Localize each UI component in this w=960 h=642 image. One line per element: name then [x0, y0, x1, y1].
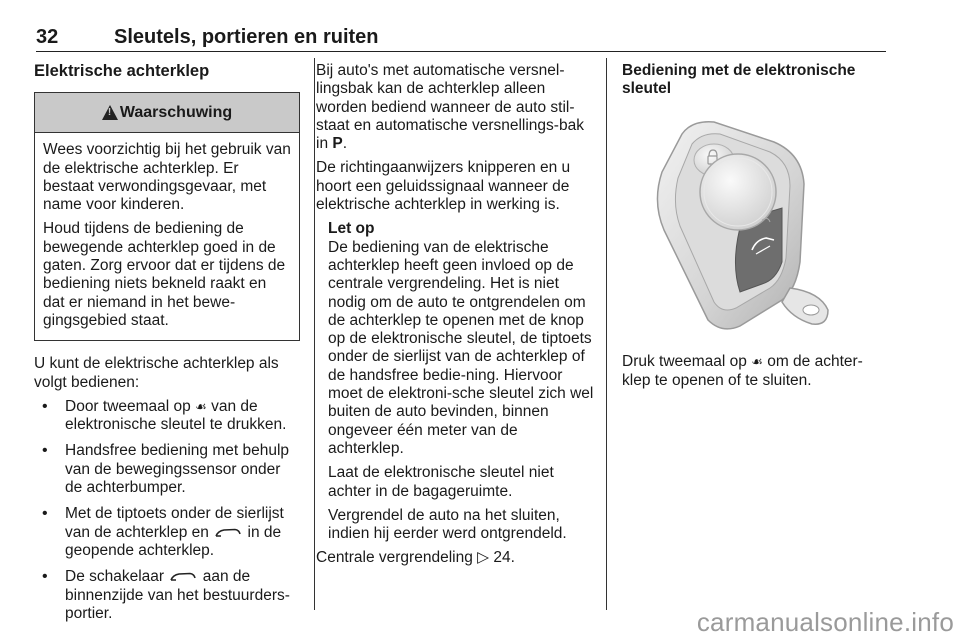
operation-list [34, 398, 300, 623]
crossref-arrow-icon: ▷ [477, 549, 490, 567]
warning-paragraph-1: Wees voorzichtig bij het gebruik van de elektrische achterklep. Er bestaat verwondingsgevaar, met name voor kinderen. [43, 141, 291, 214]
intro-paragraph: U kunt de elektrische achterklep als volgt bedienen: [34, 355, 279, 391]
warning-body [35, 133, 299, 340]
gear-p-label: P [332, 135, 343, 153]
section-title: Elektrische achterklep [34, 62, 210, 80]
electronic-key-illustration [622, 112, 832, 334]
list-item: • Handsfree bediening met behulp van de bewegingssensor onder de achterbumper. [34, 442, 300, 497]
column-1 [34, 62, 300, 631]
signal-paragraph: De richtingaanwijzers knipperen en u hoort een geluidssignaal wanneer de elektrische achterklep in werking is. [316, 159, 571, 214]
column-divider-1 [314, 58, 315, 610]
warning-triangle-icon [102, 105, 118, 120]
column-3 [622, 62, 886, 396]
list-item: • Door tweemaal op ☙ van de elektronische sleutel te drukken. [34, 398, 300, 435]
crossref-link[interactable]: Centrale vergrendeling ▷ 24. [316, 549, 515, 567]
column-divider-2 [606, 58, 607, 610]
note-label: Let op [328, 220, 375, 238]
note-paragraph-2: Laat de elektronische sleutel niet achter in de bagageruimte. [328, 464, 554, 500]
gearbox-paragraph: Bij auto's met automatische versnel-lingsbak kan de achterklep alleen worden bediend wanneer de auto stil-staat en automatische versnellings-bak in P. [316, 62, 584, 153]
tailgate-key-icon: ☙ [751, 354, 763, 370]
page-number: 32 [36, 26, 59, 48]
page-title: Sleutels, portieren en ruiten [114, 26, 379, 48]
warning-paragraph-2: Houd tijdens de bediening de bewegende achterklep goed in de gaten. Zorg ervoor dat er tijdens de bediening niets bekneld raakt en dat er niemand in het bewe-gingsgebied staat. [43, 220, 286, 329]
warning-header [35, 93, 299, 133]
tailgate-car-icon [215, 528, 241, 538]
tailgate-car-icon [170, 572, 196, 582]
watermark: carmanualsonline.info [696, 607, 954, 637]
key-caption: Druk tweemaal op ☙ om de achter-klep te openen of te sluiten. [622, 353, 863, 389]
list-item: • De schakelaar aan de binnenzijde van het bestuurders-portier. [34, 568, 300, 623]
note-paragraph-3: Vergrendel de auto na het sluiten, indien hij eerder werd ontgrendeld. [328, 506, 567, 543]
tailgate-key-icon: ☙ [195, 398, 207, 414]
note-paragraph-1: De bediening van de elektrische achterklep heeft geen invloed op de centrale vergrendeling. Het is niet nodig om de auto te ontgrendelen om de achterklep te openen met de knop op de elektronische sleutel, de tiptoets onder de sierlijst van de achterklep of de handsfree bedie-ning. Hiervoor moet de elektroni-sche sleutel zich wel buiten de auto bevinden, binnen ongeveer één meter van de achterklep. [328, 238, 594, 457]
page-header [36, 26, 886, 52]
warning-label: Waarschuwing [119, 103, 233, 121]
key-section-heading: Bediening met de elektronische sleutel [622, 62, 856, 97]
list-item: • Met de tiptoets onder de sierlijst van de achterklep en in de geopende achterklep. [34, 505, 300, 560]
column-2 [316, 62, 596, 574]
warning-box [34, 92, 300, 341]
note-block [316, 220, 596, 543]
